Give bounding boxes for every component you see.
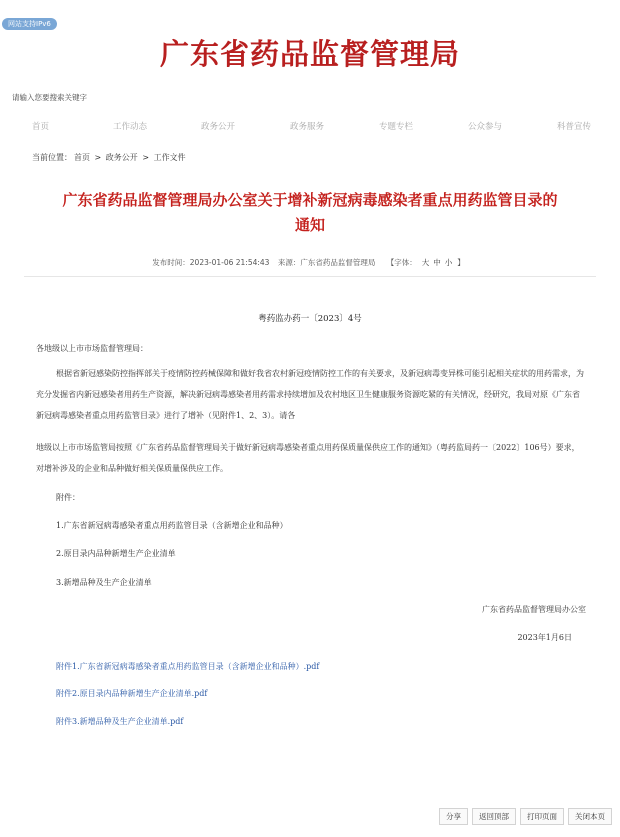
attachment-item-1: 1.广东省新冠病毒感染者重点用药监管目录（含新增企业和品种） xyxy=(56,521,288,530)
nav-item-work-news[interactable]: 工作动态 xyxy=(113,122,148,132)
breadcrumb-item-home[interactable]: 首页 xyxy=(74,153,90,162)
breadcrumb-item-work-documents[interactable]: 工作文件 xyxy=(153,153,186,162)
article-title-line1: 广东省药品监督管理局办公室关于增补新冠病毒感染者重点用药监管目录的 xyxy=(62,191,558,209)
search-input[interactable]: 请输入您要搜索关键字 xyxy=(12,93,87,102)
nav-item-public-participation[interactable]: 公众参与 xyxy=(468,122,503,132)
ipv6-badge: 网站支持IPv6 xyxy=(2,18,57,30)
document-number: 粤药监办药一〔2023〕4号 xyxy=(258,314,362,324)
paragraph-2: 地级以上市市场监管局按照《广东省药品监督管理局关于做好新冠病毒感染者重点用药保质量保供应工作的通知》（粤药监局药一〔2022〕106号）要求，对增补涉及的企业和品种做好相关保质量保供应工作。 xyxy=(36,443,580,473)
breadcrumb-separator: > xyxy=(142,153,150,162)
font-size-large[interactable]: 大 xyxy=(421,258,430,267)
breadcrumb-separator: > xyxy=(94,153,102,162)
attachment-link-3[interactable]: 附件3.新增品种及生产企业清单.pdf xyxy=(56,717,184,726)
attachments-heading: 附件： xyxy=(56,493,80,502)
publish-time: 发布时间：2023-01-06 21:54:43 xyxy=(152,258,270,267)
article-meta xyxy=(0,257,620,268)
page-actions xyxy=(439,808,612,826)
attachment-link-2[interactable]: 附件2.原目录内品种新增生产企业清单.pdf xyxy=(56,689,208,698)
nav-item-home[interactable]: 首页 xyxy=(32,122,50,132)
article-source: 来源：广东省药品监督管理局 xyxy=(277,258,376,267)
nav-item-special-topics[interactable]: 专题专栏 xyxy=(379,122,414,132)
breadcrumb-item-government-affairs[interactable]: 政务公开 xyxy=(105,153,138,162)
font-size-small[interactable]: 小 xyxy=(444,258,453,267)
nav-item-government-affairs[interactable]: 政务公开 xyxy=(201,122,236,132)
print-page-button[interactable]: 打印页面 xyxy=(520,808,564,825)
back-to-top-button[interactable]: 返回顶部 xyxy=(472,808,516,825)
document-date: 2023年1月6日 xyxy=(517,633,572,642)
breadcrumb xyxy=(32,152,188,163)
article-title-line2: 通知 xyxy=(294,216,325,234)
divider xyxy=(24,276,596,277)
nav-item-government-services[interactable]: 政务服务 xyxy=(290,122,325,132)
salutation: 各地级以上市市场监督管理局： xyxy=(36,344,148,353)
attachment-item-3: 3.新增品种及生产企业清单 xyxy=(56,578,152,587)
main-nav xyxy=(0,120,620,136)
site-title[interactable]: 广东省药品监督管理局 xyxy=(159,37,460,71)
attachment-link-1[interactable]: 附件1.广东省新冠病毒感染者重点用药监管目录（含新增企业和品种）.pdf xyxy=(56,662,320,671)
font-size-prefix: 【字体： xyxy=(386,258,417,267)
close-page-button[interactable]: 关闭本页 xyxy=(568,808,612,825)
font-size-medium[interactable]: 中 xyxy=(433,258,441,267)
paragraph-1: 根据省新冠感染防控指挥部关于疫情防控药械保障和做好我省农村新冠疫情防控工作的有关要求，及新冠病毒变异株可能引起相关症状的用药需求，为充分发掘省内新冠感染者用药生产资源，解决新冠病毒感染者用药需求持续增加及农村地区卫生健康服务资源吃紧的有关情况，经研究，我局对原《广东省新冠病毒感染者重点用药监管目录》进行了增补（见附件1、2、3）。请各 xyxy=(36,369,584,420)
attachment-item-2: 2.原目录内品种新增生产企业清单 xyxy=(56,549,176,558)
nav-item-science-popularization[interactable]: 科普宣传 xyxy=(557,122,592,132)
signature: 广东省药品监督管理局办公室 xyxy=(482,605,586,614)
share-button[interactable]: 分享 xyxy=(439,808,468,825)
article-title xyxy=(8,188,612,238)
font-size-suffix: 】 xyxy=(457,258,465,267)
font-size-control xyxy=(384,258,468,267)
breadcrumb-prefix: 当前位置： xyxy=(32,153,72,162)
